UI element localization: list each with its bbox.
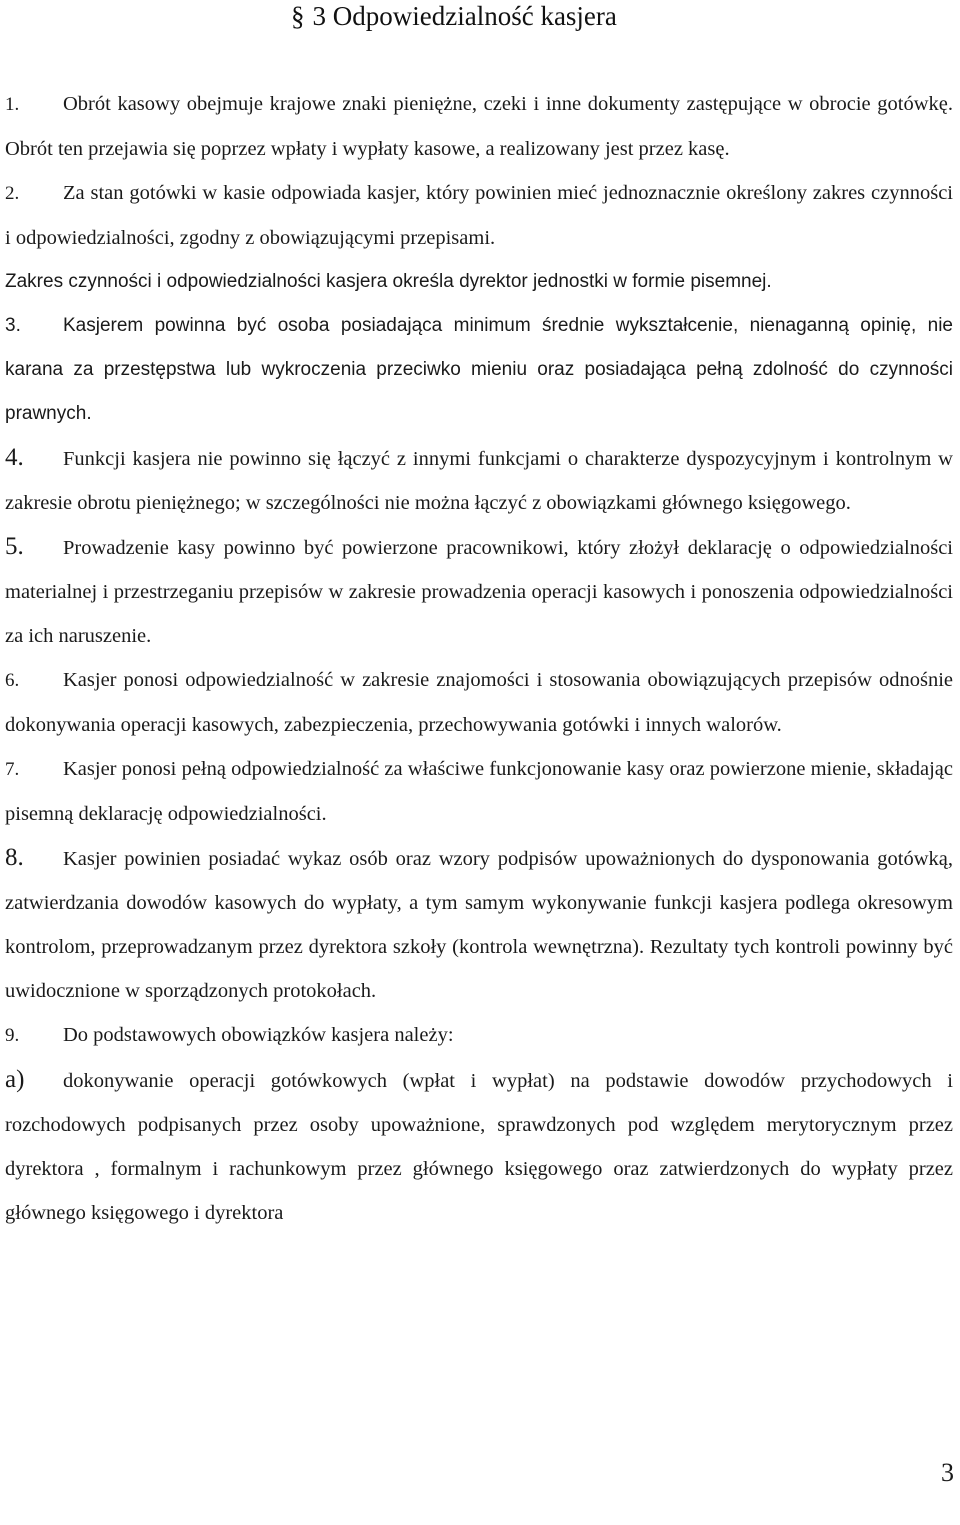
paragraph-number: 7.: [5, 759, 20, 780]
paragraph-7: [5, 747, 953, 836]
paragraph-text: Kasjer ponosi pełną odpowiedzialność za właściwe funkcjonowanie kasy oraz powierzone mienie, składając pisemną deklarację odpowiedzialności.: [5, 758, 953, 825]
paragraph-text: dokonywanie operacji gotówkowych (wpłat i wypłat) na podstawie dowodów przychodowych i rozchodowych podpisanych przez osoby upoważnione, sprawdzonych pod względem merytorycznym przez dyrektora , formalnym i rachunkowym przez głównego księgowego oraz zatwierdzonych do wypłaty przez głównego księgowego i dyrektora: [5, 1070, 953, 1224]
paragraph-number: 8.: [5, 844, 24, 871]
paragraph-text: Kasjer ponosi odpowiedzialność w zakresie znajomości i stosowania obowiązujących przepisów odnośnie dokonywania operacji kasowych, zabezpieczenia, przechowywania gotówki i innych walorów.: [5, 669, 953, 736]
paragraph-text: Funkcji kasjera nie powinno się łączyć z innymi funkcjami o charakterze dyspozycyjnym i kontrolnym w zakresie obrotu pieniężnego; w szczególności nie można łączyć z obowiązkami głównego księgowego.: [5, 448, 953, 514]
paragraph-9: [5, 1013, 953, 1058]
paragraph-a: [5, 1058, 953, 1235]
paragraph-number: 3.: [5, 315, 21, 336]
paragraph-1: [5, 82, 953, 171]
section-title: 3 Odpowiedzialność kasjera: [312, 1, 617, 31]
paragraph-2-extra: [5, 260, 953, 304]
paragraph-number: a): [5, 1066, 25, 1093]
paragraph-6: [5, 658, 953, 747]
section-heading: [291, 0, 617, 32]
paragraph-text: Kasjer powinien posiadać wykaz osób oraz wzory podpisów upoważnionych do dysponowania gotówką, zatwierdzania dowodów kasowych do wypłaty, a tym samym wykonywanie funkcji kasjera podlega okresowym kontrolom, przeprowadzanym przez dyrektora szkoły (kontrola wewnętrzna). Rezultaty tych kontroli powinny być uwidocznione w sporządzonych protokołach.: [5, 848, 953, 1002]
paragraph-number: 4.: [5, 444, 24, 471]
paragraph-text: Obrót kasowy obejmuje krajowe znaki pieniężne, czeki i inne dokumenty zastępujące w obrocie gotówkę. Obrót ten przejawia się poprzez wpłaty i wypłaty kasowe, a realizowany jest przez kasę.: [5, 93, 953, 160]
section-symbol: §: [291, 1, 305, 31]
paragraph-text: Do podstawowych obowiązków kasjera należy:: [63, 1024, 454, 1046]
paragraph-2: [5, 171, 953, 260]
paragraph-number: 5.: [5, 533, 24, 560]
paragraph-3: [5, 304, 953, 436]
paragraph-8: [5, 836, 953, 1013]
paragraph-text: Zakres czynności i odpowiedzialności kasjera określa dyrektor jednostki w formie pisemnej.: [5, 271, 772, 292]
paragraph-number: 1.: [5, 94, 20, 115]
page-number: 3: [941, 1458, 954, 1487]
paragraph-text: Prowadzenie kasy powinno być powierzone pracownikowi, który złożył deklarację o odpowiedzialności materialnej i przestrzeganiu przepisów w zakresie prowadzenia operacji kasowych i ponoszenia odpowiedzialności za ich naruszenie.: [5, 537, 953, 647]
document-body: [5, 82, 953, 1235]
paragraph-5: [5, 525, 953, 658]
paragraph-number: 9.: [5, 1025, 20, 1046]
paragraph-number: 2.: [5, 183, 20, 204]
paragraph-4: [5, 436, 953, 525]
paragraph-text: Za stan gotówki w kasie odpowiada kasjer, który powinien mieć jednoznacznie określony zakres czynności i odpowiedzialności, zgodny z obowiązującymi przepisami.: [5, 182, 953, 249]
paragraph-text: Kasjerem powinna być osoba posiadająca minimum średnie wykształcenie, nienaganną opinię, nie karana za przestępstwa lub wykroczenia przeciwko mieniu oraz posiadająca pełną zdolność do czynności prawnych.: [5, 315, 953, 424]
paragraph-number: 6.: [5, 670, 20, 691]
